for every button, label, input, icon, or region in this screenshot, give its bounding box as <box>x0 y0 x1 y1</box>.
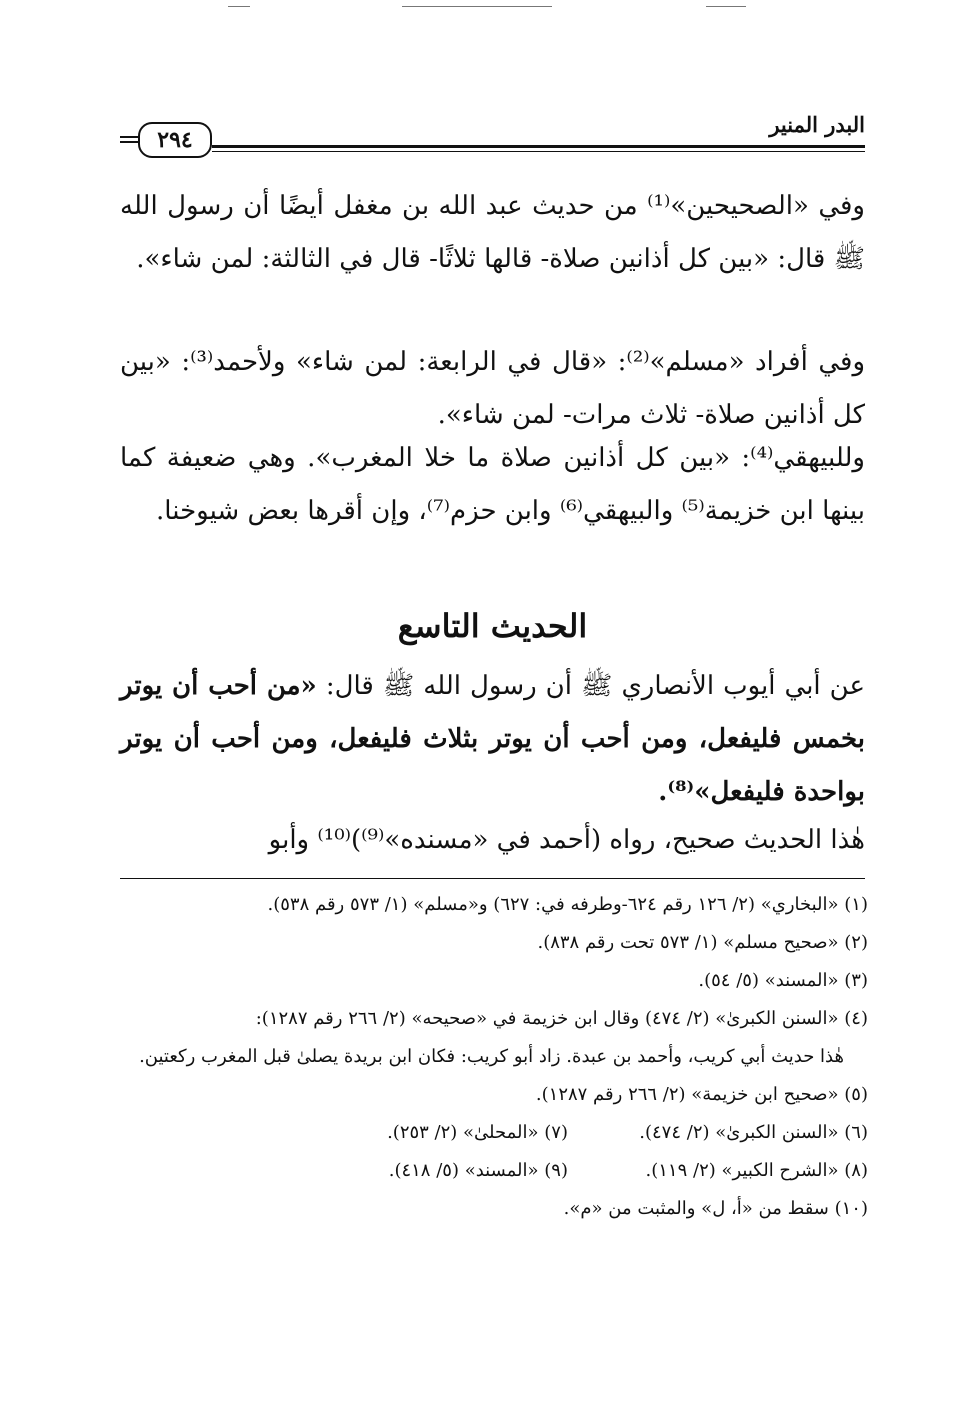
footnote-6: (٦) «السنن الكبرىٰ» (٢/ ٤٧٤). <box>639 1122 868 1143</box>
footnote-7: (٧) «المحلىٰ» (٢/ ٢٥٣). <box>387 1122 568 1143</box>
paragraph-2: وفي أفراد «مسلم»⁽²⁾: «قال في الرابعة: لمن شاء» ولأحمد⁽³⁾: «بين كل أذانين صلاة- ثلاث مرات- لمن شاء». <box>120 347 866 430</box>
footnote-10: (١٠) سقط من «أ، ل» والمثبت من «م». <box>563 1198 868 1219</box>
book-title: البدر المنير <box>769 112 865 137</box>
footnote-8: (٨) «الشرح الكبير» (٢/ ١١٩). <box>645 1160 868 1181</box>
header-rule-thin <box>212 151 865 152</box>
footnote-4: (٤) «السنن الكبرىٰ» (٢/ ٤٧٤) وقال ابن خزيمة في «صحيحه» (٢/ ٢٦٦ رقم ١٢٨٧): <box>255 1008 868 1029</box>
paragraph-3: وللبيهقي⁽⁴⁾: «بين كل أذانين صلاة ما خلا المغرب». وهي ضعيفة كما بينها ابن خزيمة⁽⁵⁾ والبيهقي⁽⁶⁾ وابن حزم⁽⁷⁾، وإن أقرها بعض شيوخنا. <box>120 443 865 526</box>
scan-artifact-top-right <box>706 6 746 7</box>
footnote-5: (٥) «صحيح ابن خزيمة» (٢/ ٢٦٦ رقم ١٢٨٧). <box>535 1084 868 1105</box>
scan-artifact-top-center <box>402 6 552 7</box>
scan-artifact-top-left <box>228 6 250 7</box>
hadith-quote: «من أحب أن يوتر بخمس فليفعل، ومن أحب أن يوتر بثلاث فليفعل، ومن أحب أن يوتر بواحدة فليفعل»⁽⁸⁾. <box>120 671 865 807</box>
section-heading: الحديث التاسع <box>397 607 588 645</box>
footnote-2: (٢) «صحيح مسلم» (١/ ٥٧٣ تحت رقم ٨٣٨). <box>537 932 868 953</box>
footnote-9: (٩) «المسند» (٥/ ٤١٨). <box>388 1160 568 1181</box>
page-header <box>120 112 865 157</box>
footnote-1: (١) «البخاري» (٢/ ١٢٦ رقم ٦٢٤-وطرفه في: ٦٢٧) و«مسلم» (١/ ٥٧٣ رقم ٥٣٨). <box>267 894 868 915</box>
footnote-row-6-7 <box>120 1114 868 1152</box>
paragraph-1: وفي «الصحيحين»⁽¹⁾ من حديث عبد الله بن مغفل أيضًا أن رسول الله ﷺ قال: «بين كل أذانين صلاة- قالها ثلاثًا- قال في الثالثة: لمن شاء». <box>120 191 865 274</box>
footnote-separator <box>120 878 865 879</box>
hadith-text <box>120 660 865 819</box>
page-number-ornament <box>120 141 140 143</box>
page-number-ornament <box>120 136 140 138</box>
page-number: ٢٩٤ <box>138 122 212 158</box>
footnote-3: (٣) «المسند» (٥/ ٥٤). <box>698 970 868 991</box>
footnote-row-8-9 <box>120 1152 868 1190</box>
paragraph-4: هٰذا الحديث صحيح، رواه (أحمد في «مسنده»⁽⁹⁾)⁽¹⁰⁾ وأبو <box>268 825 865 855</box>
footnote-4-continued: هٰذا حديث أبي كريب، وأحمد بن عبدة. زاد أبو كريب: فكان ابن بريدة يصلىٰ قبل المغرب ركعتين. <box>139 1046 844 1067</box>
footnotes <box>120 886 868 1228</box>
hadith-intro: عن أبي أيوب الأنصاري ﷺ أن رسول الله ﷺ قال: <box>316 671 865 701</box>
header-rule <box>212 145 865 148</box>
